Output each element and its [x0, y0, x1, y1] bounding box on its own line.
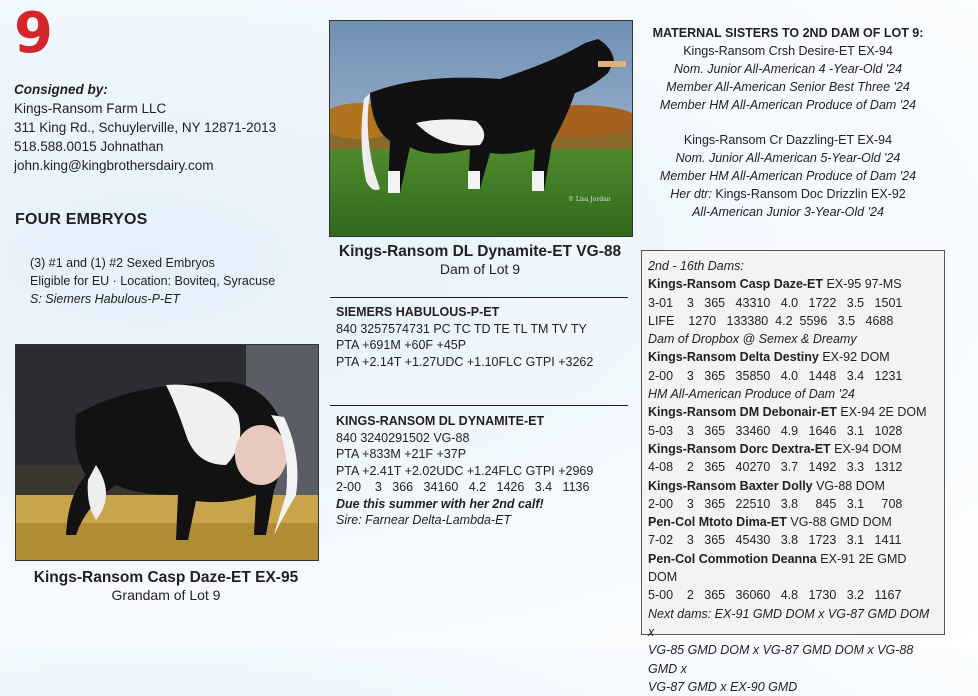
- pedigree-record: 4-08 2 365 40270 3.7 1492 3.3 1312: [648, 460, 903, 475]
- maternal-sisters: [648, 24, 928, 221]
- dam-photo-image: [330, 21, 632, 236]
- pedigree-dam-name: Kings-Ransom Dorc Dextra-ET: [648, 441, 831, 456]
- sister-honor: Member All-American Senior Best Three '24: [666, 80, 910, 94]
- dam-sire-line: Sire: Farnear Delta-Lambda-ET: [336, 513, 512, 527]
- pedigree-dam-class: EX-95 97-MS: [823, 277, 902, 292]
- dam-line: 840 3240291502 VG-88: [336, 430, 470, 445]
- offering-line: Eligible for EU · Location: Boviteq, Syracuse: [30, 274, 276, 288]
- consignor-block: [14, 80, 276, 175]
- pedigree-record: 5-00 2 365 36060 4.8 1730 3.2 1167: [648, 588, 902, 603]
- consignor-line: Kings-Ransom Farm LLC: [14, 101, 167, 116]
- dam-caption-sub: Dam of Lot 9: [439, 261, 521, 277]
- pedigree-record: 3-01 3 365 43310 4.0 1722 3.5 1501: [648, 295, 903, 310]
- pedigree-dam-class: EX-91 2E GMD DOM: [648, 551, 907, 585]
- sire-line: PTA +2.14T +1.27UDC +1.10FLC GTPI +3262: [336, 354, 594, 369]
- sister-dtr-honor: All-American Junior 3-Year-Old '24: [692, 205, 884, 219]
- pedigree-dam: [648, 550, 938, 587]
- dam-photo-watermark: © Lisa Jordan: [568, 196, 611, 203]
- sire-name: SIEMERS HABULOUS-P-ET: [336, 305, 500, 319]
- offering-line: (3) #1 and (1) #2 Sexed Embryos: [30, 256, 215, 270]
- lot-number: 9: [14, 1, 51, 66]
- sister-dtr-prefix: Her dtr:: [670, 187, 716, 201]
- pedigree-dam: [648, 348, 938, 366]
- offering-detail: [30, 254, 275, 308]
- pedigree-note: HM All-American Produce of Dam '24: [648, 387, 855, 402]
- dam-divider: [330, 405, 628, 406]
- sire-line: PTA +691M +60F +45P: [336, 338, 467, 352]
- sister-dtr-name: Kings-Ransom Doc Drizzlin EX-92: [715, 187, 906, 201]
- pedigree-dam: [648, 477, 938, 495]
- pedigree-record: 2-00 3 365 22510 3.8 845 3.1 708: [648, 496, 903, 511]
- pedigree-record: 7-02 3 365 45430 3.8 1723 3.1 1411: [648, 533, 902, 548]
- dam-name: KINGS-RANSOM DL DYNAMITE-ET: [336, 414, 545, 428]
- grandam-caption-name: Kings-Ransom Casp Daze-ET EX-95: [33, 569, 299, 586]
- grandam-photo: [15, 344, 319, 561]
- pedigree-record: 2-00 3 365 35850 4.0 1448 3.4 1231: [648, 368, 903, 383]
- pedigree-dam-name: Kings-Ransom Delta Destiny: [648, 350, 819, 365]
- pedigree-next-dams: VG-85 GMD DOM x VG-87 GMD DOM x VG-88 GMD x: [648, 643, 914, 676]
- pedigree-dam-class: EX-94 2E DOM: [836, 405, 927, 420]
- grandam-caption: [15, 569, 317, 603]
- sister-honor: Member HM All-American Produce of Dam '24: [659, 169, 917, 183]
- sister-dtr: [648, 185, 928, 203]
- sister-name: Kings-Ransom Cr Dazzling-ET EX-94: [683, 133, 893, 147]
- pedigree-dam-name: Kings-Ransom DM Debonair-ET: [648, 405, 837, 420]
- offering-sire: S: Siemers Habulous-P-ET: [30, 292, 181, 306]
- pedigree-dam-name: Pen-Col Commotion Deanna: [648, 551, 817, 566]
- sire-block: [336, 304, 593, 370]
- maternal-sisters-heading: MATERNAL SISTERS TO 2ND DAM OF LOT 9:: [652, 26, 924, 40]
- dam-record: 2-00 3 366 34160 4.2 1426 3.4 1136: [336, 480, 590, 494]
- pedigree-next-dams: VG-87 GMD x EX-90 GMD: [648, 679, 798, 694]
- pedigree-dam-name: Pen-Col Mtoto Dima-ET: [648, 515, 787, 530]
- dam-block: [336, 413, 593, 529]
- sister-name: Kings-Ransom Crsh Desire-ET EX-94: [683, 44, 893, 58]
- pedigree-dam: [648, 440, 938, 458]
- pedigree-note: Dam of Dropbox @ Semex & Dreamy: [648, 332, 857, 347]
- dam-caption: [330, 243, 630, 277]
- pedigree-dam-name: Kings-Ransom Baxter Dolly: [648, 478, 813, 493]
- grandam-caption-sub: Grandam of Lot 9: [111, 587, 221, 603]
- pedigree-dam: [648, 513, 938, 531]
- dam-line: PTA +2.41T +2.02UDC +1.24FLC GTPI +2969: [336, 463, 594, 478]
- pedigree-record: LIFE 1270 133380 4.2 5596 3.5 4688: [648, 313, 894, 328]
- pedigree-dam-class: EX-94 DOM: [830, 441, 902, 456]
- consignor-line: 518.588.0015 Johnathan: [14, 139, 164, 154]
- dam-photo: [329, 20, 633, 237]
- pedigree-box: [641, 250, 945, 694]
- pedigree-dam-class: VG-88 GMD DOM: [786, 515, 892, 530]
- pedigree-heading: 2nd - 16th Dams:: [648, 259, 744, 273]
- dam-caption-name: Kings-Ransom DL Dynamite-ET VG-88: [338, 243, 622, 260]
- consignor-line: 311 King Rd., Schuylerville, NY 12871-2013: [14, 120, 277, 135]
- sire-line: 840 3257574731 PC TC TD TE TL TM TV TY: [336, 321, 587, 336]
- sister-honor: Nom. Junior All-American 4 -Year-Old '24: [673, 62, 903, 76]
- pedigree-dam-class: VG-88 DOM: [812, 478, 885, 493]
- pedigree-dam-name: Kings-Ransom Casp Daze-ET: [648, 277, 824, 292]
- consignor-heading: Consigned by:: [14, 82, 108, 97]
- grandam-photo-image: [16, 345, 318, 560]
- sister-honor: Nom. Junior All-American 5-Year-Old '24: [675, 151, 901, 165]
- pedigree-dam-class: EX-92 DOM: [818, 350, 890, 365]
- pedigree-dam: [648, 275, 938, 293]
- pedigree-dam: [648, 403, 938, 421]
- pedigree-next-dams: Next dams: EX-91 GMD DOM x VG-87 GMD DOM x: [648, 606, 930, 639]
- sire-divider: [330, 297, 628, 298]
- sister-honor: Member HM All-American Produce of Dam '24: [659, 98, 917, 112]
- pedigree-record: 5-03 3 365 33460 4.9 1646 3.1 1028: [648, 423, 903, 438]
- consignor-email[interactable]: john.king@kingbrothersdairy.com: [14, 158, 214, 173]
- dam-line: PTA +833M +21F +37P: [336, 447, 467, 461]
- offering-title: FOUR EMBRYOS: [15, 211, 148, 228]
- dam-note: Due this summer with her 2nd calf!: [336, 496, 544, 511]
